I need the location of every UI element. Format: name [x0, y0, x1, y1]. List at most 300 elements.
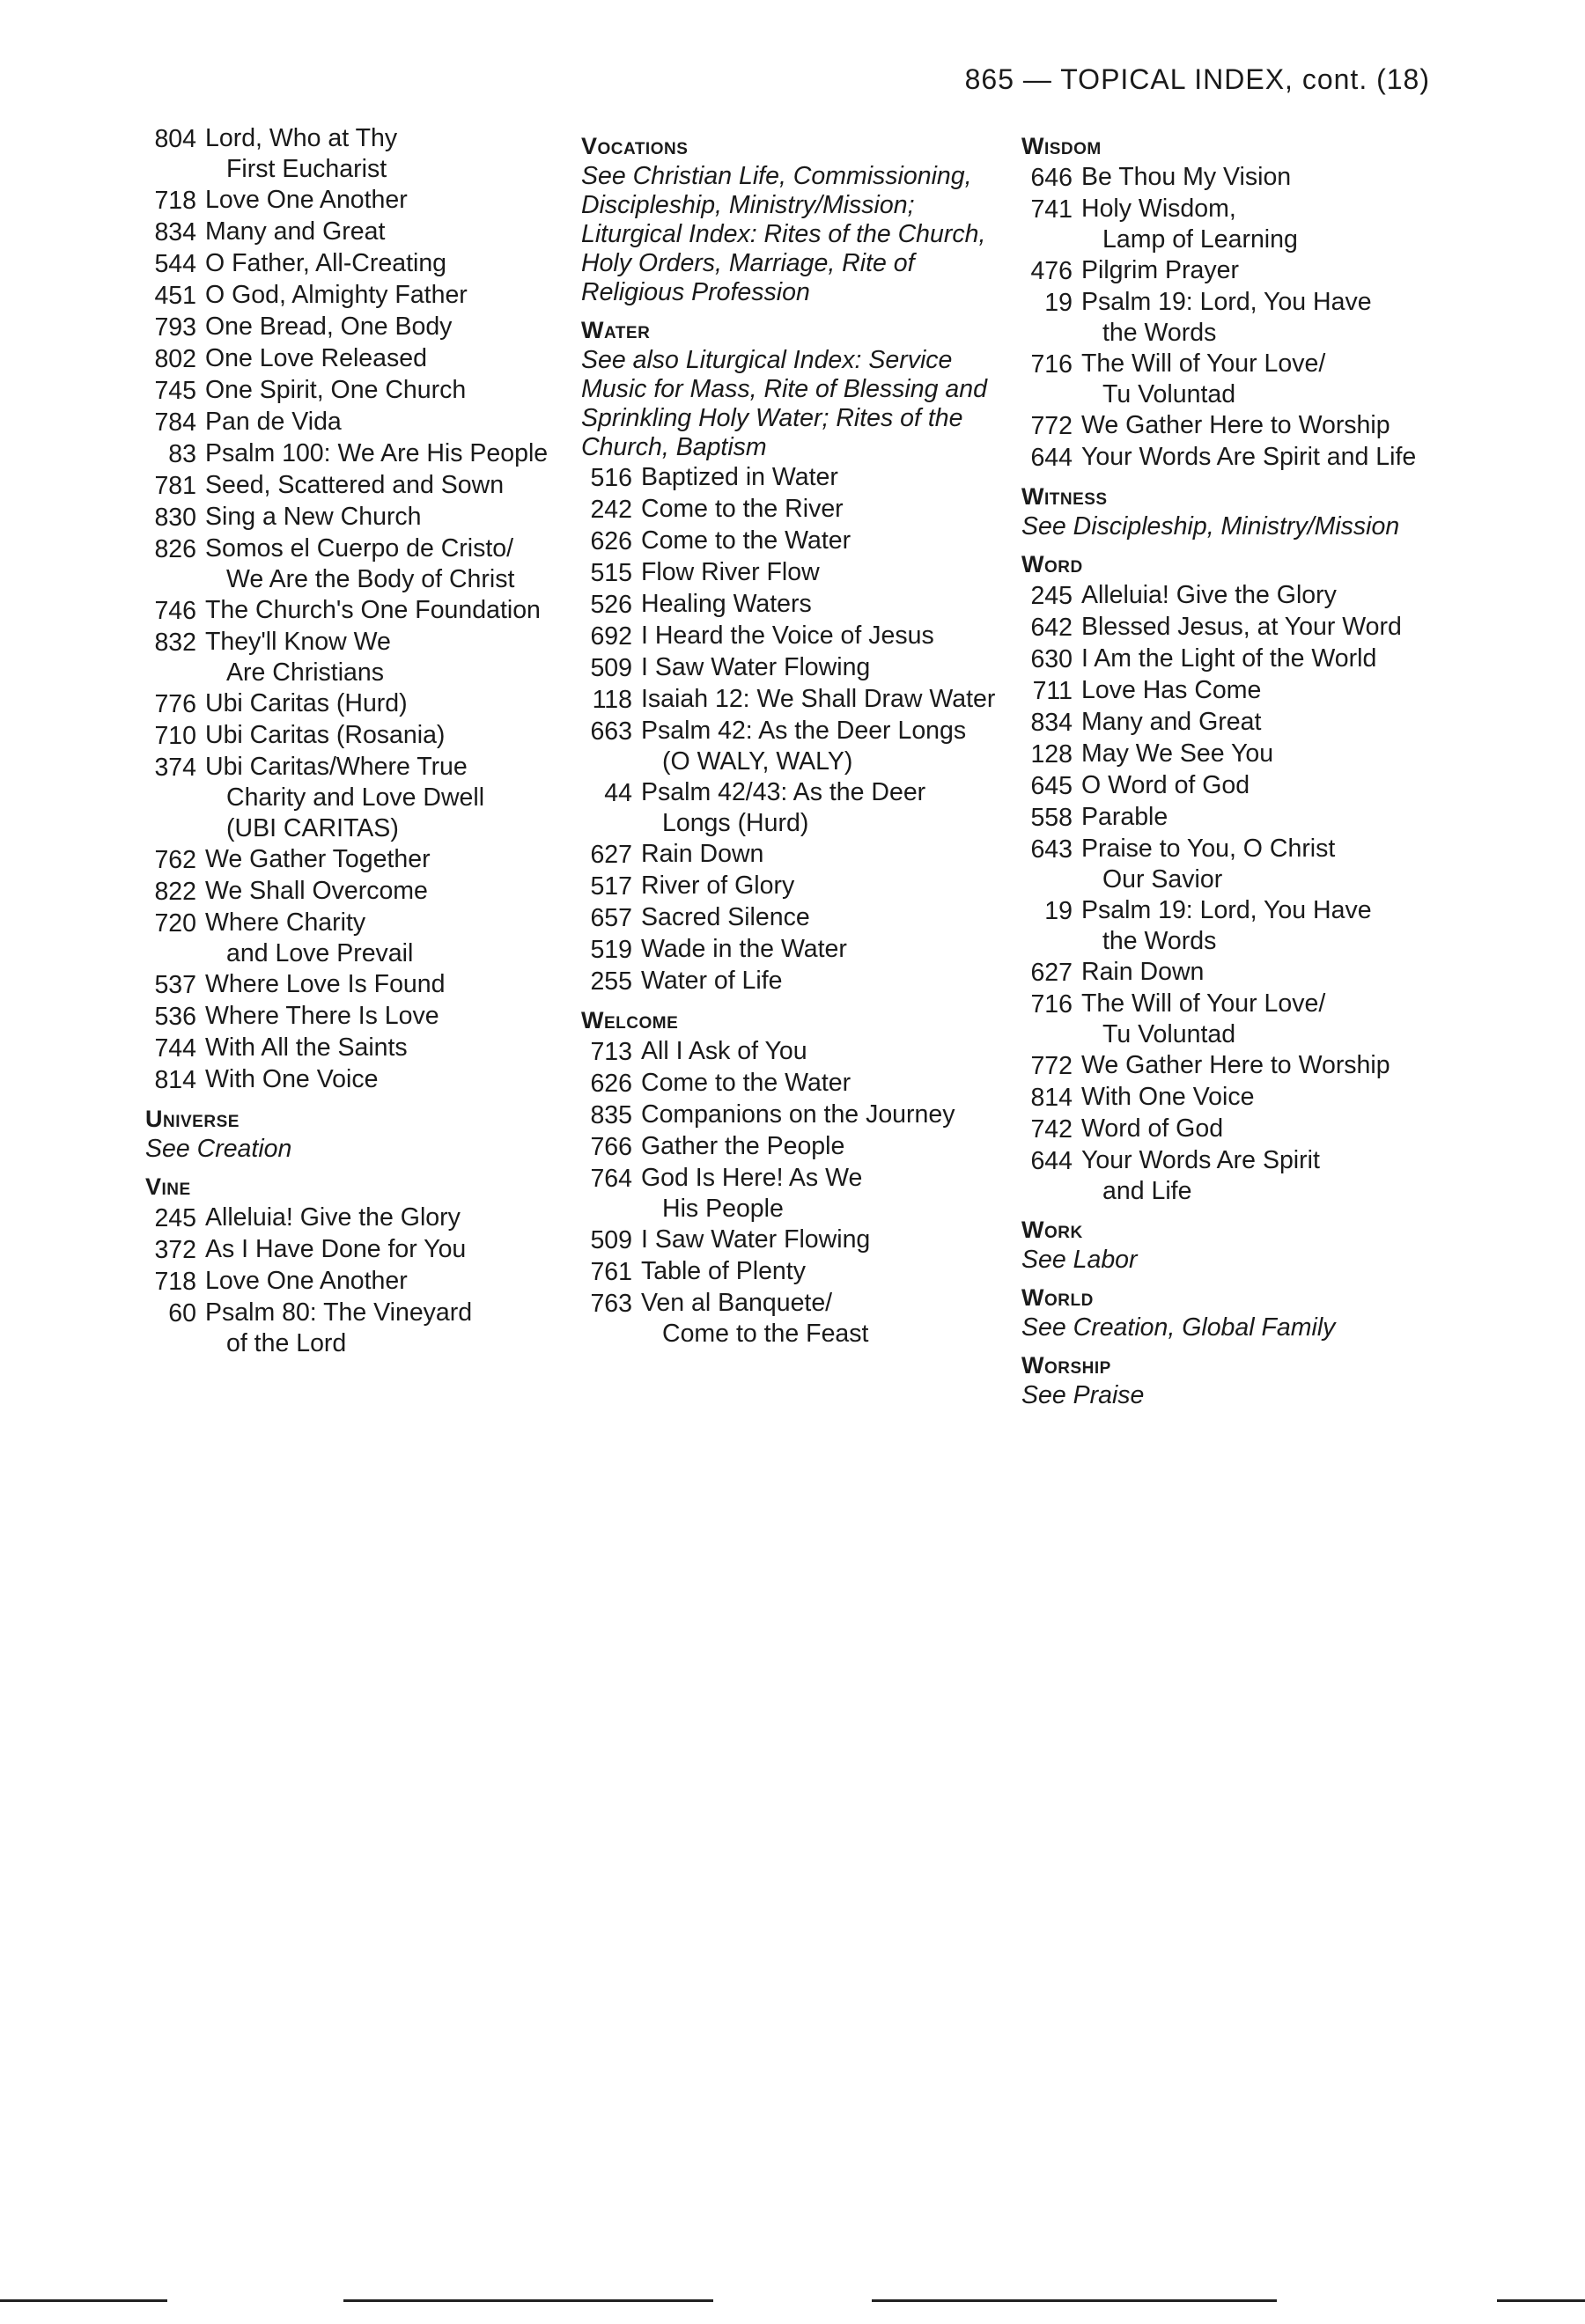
index-entry — [581, 621, 1013, 652]
index-entry — [145, 1064, 559, 1096]
index-entry — [145, 595, 559, 627]
index-entry — [581, 1288, 1013, 1350]
index-entry — [145, 343, 559, 375]
title-line: Ubi Caritas/Where True — [205, 753, 468, 781]
index-entry — [145, 908, 559, 969]
index-entry — [145, 720, 559, 752]
index-entry — [581, 839, 1013, 871]
hymn-number: 645 — [1030, 772, 1073, 800]
title-line: Your Words Are Spirit — [1081, 1146, 1320, 1174]
index-entry — [145, 185, 559, 217]
index-entry — [145, 438, 559, 470]
hymn-title — [1081, 895, 1372, 957]
title-continuation: His People — [662, 1195, 784, 1223]
hymn-title — [205, 720, 445, 752]
title-continuation: Come to the Feast — [662, 1320, 869, 1348]
see-reference: See Christian Life, Commissioning, Discipleship, Ministry/Mission; Liturgical Index: Rites of the Church, Holy Orders, Marriage, Rite of Religious Profession — [581, 162, 986, 306]
title-continuation: the Words — [1102, 927, 1217, 955]
title-continuation: First Eucharist — [226, 155, 387, 183]
hymn-title — [1081, 770, 1250, 802]
index-entry — [1021, 707, 1435, 739]
title-line: Many and Great — [1081, 708, 1262, 736]
hymn-number: 830 — [154, 504, 196, 532]
hymn-number: 764 — [590, 1165, 632, 1193]
hymn-title — [205, 595, 541, 627]
title-line: I Saw Water Flowing — [641, 653, 871, 681]
title-continuation: Charity and Love Dwell — [226, 783, 485, 812]
index-entry — [581, 1036, 1013, 1068]
hymn-title — [641, 1288, 868, 1350]
index-section — [145, 1103, 559, 1164]
index-entry — [145, 1234, 559, 1266]
hymn-number: 476 — [1030, 257, 1073, 285]
section-heading: Word — [1021, 551, 1083, 577]
hymn-title — [641, 839, 763, 871]
title-line: We Shall Overcome — [205, 877, 428, 905]
index-entry — [1021, 1114, 1435, 1145]
section-heading: Water — [581, 317, 651, 343]
hymn-title — [1081, 1050, 1390, 1082]
title-line: Love One Another — [205, 186, 408, 214]
title-line: Ubi Caritas (Rosania) — [205, 721, 446, 749]
hymn-title — [1081, 1145, 1320, 1207]
hymn-number: 744 — [154, 1034, 196, 1063]
hymn-number: 19 — [1044, 289, 1073, 317]
hymn-title — [641, 1036, 807, 1068]
hymn-title — [1081, 834, 1335, 895]
index-entry — [581, 652, 1013, 684]
hymn-number: 710 — [154, 722, 196, 750]
title-continuation: Are Christians — [226, 658, 384, 687]
title-line: Blessed Jesus, at Your Word — [1081, 613, 1402, 641]
hymn-number: 718 — [154, 1268, 196, 1296]
index-entry — [581, 589, 1013, 621]
index-section — [1021, 1214, 1435, 1275]
title-line: Rain Down — [641, 840, 764, 868]
section-heading: World — [1021, 1284, 1094, 1311]
index-entry — [1021, 1082, 1435, 1114]
title-line: Praise to You, O Christ — [1081, 835, 1336, 863]
index-entry — [1021, 957, 1435, 989]
hymn-number: 643 — [1030, 835, 1073, 864]
title-line: God Is Here! As We — [641, 1164, 863, 1192]
title-line: Wade in the Water — [641, 935, 847, 963]
title-line: O Father, All-Creating — [205, 249, 447, 277]
hymn-title — [641, 871, 794, 902]
hymn-number: 814 — [154, 1066, 196, 1094]
title-line: Alleluia! Give the Glory — [1081, 581, 1337, 609]
hymn-title — [1081, 1114, 1223, 1145]
hymn-title — [641, 557, 820, 589]
title-line: Word of God — [1081, 1114, 1224, 1143]
hymn-number: 711 — [1032, 677, 1073, 705]
hymn-title — [205, 533, 514, 595]
hymn-number: 663 — [590, 717, 632, 746]
hymn-title — [205, 1001, 439, 1033]
hymn-number: 627 — [1030, 959, 1073, 987]
hymn-title — [1081, 162, 1291, 194]
index-entry — [145, 123, 559, 185]
hymn-number: 44 — [604, 779, 632, 807]
hymn-number: 804 — [154, 125, 196, 153]
hymn-number: 451 — [154, 282, 196, 310]
title-line: Come to the Water — [641, 1069, 851, 1097]
index-entry — [145, 470, 559, 502]
index-entry — [581, 966, 1013, 997]
title-line: One Bread, One Body — [205, 313, 453, 341]
section-heading: Universe — [145, 1106, 240, 1132]
hymn-number: 60 — [168, 1299, 196, 1327]
title-line: May We See You — [1081, 739, 1274, 768]
hymn-number: 781 — [154, 472, 196, 500]
hymn-title — [205, 280, 468, 312]
index-section — [1021, 1350, 1435, 1410]
title-line: We Gather Here to Worship — [1081, 1051, 1390, 1079]
hymn-title — [205, 185, 408, 217]
title-line: Parable — [1081, 803, 1168, 831]
hymn-number: 834 — [154, 218, 196, 246]
index-column-1 — [145, 123, 559, 1363]
hymn-title — [641, 684, 995, 716]
title-line: The Will of Your Love/ — [1081, 989, 1326, 1018]
hymn-number: 720 — [154, 909, 196, 938]
title-continuation: We Are the Body of Christ — [226, 565, 515, 593]
index-entry — [581, 462, 1013, 494]
index-entry — [1021, 1145, 1435, 1207]
title-continuation: and Life — [1102, 1177, 1192, 1205]
index-section — [1021, 481, 1435, 541]
hymn-title — [641, 621, 934, 652]
hymn-title — [205, 1202, 461, 1234]
hymn-number: 627 — [590, 841, 632, 869]
title-line: Lord, Who at Thy — [205, 124, 398, 152]
hymn-title — [205, 217, 385, 248]
hymn-number: 245 — [1030, 582, 1073, 610]
hymn-number: 536 — [154, 1003, 196, 1031]
hymn-number: 644 — [1030, 444, 1073, 472]
hymn-title — [205, 123, 397, 185]
hymn-title — [205, 688, 408, 720]
hymn-number: 19 — [1044, 897, 1073, 925]
hymn-number: 245 — [154, 1204, 196, 1232]
title-continuation: Our Savior — [1102, 865, 1223, 894]
index-entry — [1021, 287, 1435, 349]
hymn-number: 646 — [1030, 164, 1073, 192]
index-section — [145, 1171, 559, 1359]
index-entry — [581, 1131, 1013, 1163]
hymn-number: 242 — [590, 496, 632, 524]
section-heading: Witness — [1021, 483, 1108, 510]
hymn-title — [641, 1225, 870, 1256]
hymn-number: 822 — [154, 878, 196, 906]
hymn-number: 834 — [1030, 709, 1073, 737]
hymn-title — [1081, 802, 1168, 834]
hymn-number: 519 — [590, 936, 632, 964]
title-line: River of Glory — [641, 872, 795, 900]
hymn-number: 657 — [590, 904, 632, 932]
hymn-title — [205, 502, 422, 533]
index-entry — [145, 217, 559, 248]
hymn-title — [205, 1033, 408, 1064]
hymn-number: 558 — [1030, 804, 1073, 832]
hymn-number: 516 — [590, 464, 632, 492]
hymn-number: 626 — [590, 1070, 632, 1098]
hymn-title — [205, 470, 504, 502]
section-heading: Vine — [145, 1173, 191, 1200]
hymn-title — [641, 966, 783, 997]
hymn-number: 509 — [590, 1226, 632, 1254]
hymn-title — [205, 438, 548, 470]
hymn-number: 517 — [590, 872, 632, 901]
index-entry — [581, 526, 1013, 557]
index-entry — [581, 1256, 1013, 1288]
hymn-number: 745 — [154, 377, 196, 405]
page-header — [965, 63, 1430, 96]
hymn-title — [641, 716, 966, 777]
title-line: Your Words Are Spirit and Life — [1081, 443, 1417, 471]
title-line: Many and Great — [205, 217, 386, 246]
index-entry — [581, 716, 1013, 777]
hymn-number: 761 — [590, 1258, 632, 1286]
footer-rule — [0, 2299, 1585, 2305]
index-entry — [1021, 739, 1435, 770]
hymn-title — [1081, 644, 1376, 675]
hymn-number: 793 — [154, 313, 196, 342]
title-line: Psalm 42: As the Deer Longs — [641, 717, 967, 745]
index-section — [1021, 548, 1435, 1207]
see-reference: See Discipleship, Ministry/Mission — [1021, 512, 1400, 541]
index-entry — [581, 1068, 1013, 1099]
index-entry — [145, 248, 559, 280]
title-continuation: and Love Prevail — [226, 939, 414, 967]
hymn-number: 128 — [1030, 740, 1073, 769]
hymn-number: 526 — [590, 591, 632, 619]
title-line: O Word of God — [1081, 771, 1250, 799]
index-entry — [145, 844, 559, 876]
hymn-number: 83 — [168, 440, 196, 468]
title-line: Ubi Caritas (Hurd) — [205, 689, 408, 717]
title-continuation: Longs (Hurd) — [662, 809, 809, 837]
index-entry — [581, 777, 1013, 839]
hymn-title — [1081, 194, 1298, 255]
hymn-title — [205, 1234, 466, 1266]
index-entry — [1021, 644, 1435, 675]
see-reference: See also Liturgical Index: Service Music for Mass, Rite of Blessing and Sprinkling Holy Water; Rites of the Church, Baptism — [581, 346, 987, 461]
index-entry — [1021, 802, 1435, 834]
title-line: Where There Is Love — [205, 1002, 439, 1030]
hymn-number: 509 — [590, 654, 632, 682]
hymn-number: 626 — [590, 527, 632, 555]
title-line: O God, Almighty Father — [205, 281, 468, 309]
hymn-title — [205, 375, 466, 407]
index-entry — [145, 1001, 559, 1033]
hymn-title — [205, 752, 484, 844]
index-entry — [1021, 989, 1435, 1050]
hymn-title — [205, 407, 342, 438]
hymn-title — [1081, 957, 1204, 989]
section-heading: Work — [1021, 1217, 1083, 1243]
hymn-title — [641, 1256, 806, 1288]
title-line: Where Charity — [205, 908, 366, 937]
title-line: I Saw Water Flowing — [641, 1225, 871, 1254]
index-column-2 — [581, 123, 1013, 1353]
hymn-number: 118 — [592, 686, 632, 714]
title-line: Flow River Flow — [641, 558, 820, 586]
hymn-number: 718 — [154, 187, 196, 215]
hymn-number: 762 — [154, 846, 196, 874]
hymn-number: 642 — [1030, 614, 1073, 642]
title-line: One Spirit, One Church — [205, 376, 467, 404]
title-continuation: Tu Voluntad — [1102, 380, 1236, 408]
title-line: Come to the River — [641, 495, 844, 523]
index-entry — [145, 688, 559, 720]
title-line: Come to the Water — [641, 526, 851, 555]
hymn-number: 784 — [154, 408, 196, 437]
hymn-title — [205, 908, 413, 969]
hymn-number: 741 — [1030, 195, 1073, 224]
index-entry — [1021, 834, 1435, 895]
hymn-title — [1081, 989, 1325, 1050]
index-entry — [145, 627, 559, 688]
hymn-number: 374 — [154, 754, 196, 782]
title-line: One Love Released — [205, 344, 427, 372]
hymn-title — [1081, 739, 1273, 770]
hymn-title — [1081, 349, 1325, 410]
index-entry — [1021, 194, 1435, 255]
index-entry — [1021, 675, 1435, 707]
title-line: They'll Know We — [205, 628, 391, 656]
see-reference: See Creation — [145, 1135, 292, 1163]
title-line: We Gather Here to Worship — [1081, 411, 1390, 439]
title-line: I Am the Light of the World — [1081, 644, 1377, 673]
hymn-number: 515 — [590, 559, 632, 587]
index-entry — [145, 502, 559, 533]
title-continuation: Lamp of Learning — [1102, 225, 1298, 254]
hymn-title — [205, 1266, 408, 1298]
hymn-title — [205, 969, 445, 1001]
title-line: Sacred Silence — [641, 903, 810, 931]
hymn-number: 746 — [154, 597, 196, 625]
hymn-number: 537 — [154, 971, 196, 999]
index-entry — [1021, 895, 1435, 957]
title-line: Pilgrim Prayer — [1081, 256, 1239, 284]
hymn-title — [1081, 255, 1239, 287]
index-entry — [1021, 612, 1435, 644]
title-continuation: the Words — [1102, 319, 1217, 347]
index-section — [145, 123, 559, 1096]
title-line: Table of Plenty — [641, 1257, 806, 1285]
hymn-title — [641, 589, 812, 621]
hymn-title — [1081, 287, 1372, 349]
index-section — [581, 130, 1013, 307]
title-line: Psalm 80: The Vineyard — [205, 1298, 473, 1327]
title-line: Love One Another — [205, 1267, 408, 1295]
index-entry — [145, 969, 559, 1001]
title-line: Isaiah 12: We Shall Draw Water — [641, 685, 996, 713]
index-entry — [145, 1033, 559, 1064]
hymn-number: 826 — [154, 535, 196, 563]
index-entry — [581, 684, 1013, 716]
hymn-number: 772 — [1030, 412, 1073, 440]
section-heading: Worship — [1021, 1352, 1111, 1379]
hymn-number: 544 — [154, 250, 196, 278]
index-entry — [1021, 162, 1435, 194]
hymn-number: 772 — [1030, 1052, 1073, 1080]
hymn-title — [205, 844, 431, 876]
hymn-title — [1081, 675, 1261, 707]
index-entry — [145, 1298, 559, 1359]
title-line: Psalm 19: Lord, You Have — [1081, 288, 1372, 316]
hymn-number: 713 — [590, 1038, 632, 1066]
title-line: Ven al Banquete/ — [641, 1289, 833, 1317]
hymn-title — [641, 1099, 955, 1131]
title-continuation: (UBI CARITAS) — [226, 814, 399, 842]
title-line: Love Has Come — [1081, 676, 1262, 704]
index-section — [581, 314, 1013, 997]
hymn-number: 716 — [1030, 990, 1073, 1019]
index-section — [1021, 1282, 1435, 1342]
title-line: With One Voice — [205, 1065, 379, 1093]
title-line: Psalm 19: Lord, You Have — [1081, 896, 1372, 924]
hymn-number: 372 — [154, 1236, 196, 1264]
title-line: The Church's One Foundation — [205, 596, 541, 624]
title-line: Be Thou My Vision — [1081, 163, 1292, 191]
title-line: Somos el Cuerpo de Cristo/ — [205, 534, 514, 563]
index-entry — [581, 1163, 1013, 1225]
see-reference: See Labor — [1021, 1246, 1138, 1274]
index-entry — [1021, 770, 1435, 802]
index-entry — [581, 902, 1013, 934]
title-line: With One Voice — [1081, 1083, 1255, 1111]
title-line: All I Ask of You — [641, 1037, 807, 1065]
hymn-number: 832 — [154, 629, 196, 657]
hymn-title — [641, 777, 925, 839]
title-line: Water of Life — [641, 967, 783, 995]
hymn-title — [1081, 580, 1337, 612]
title-line: With All the Saints — [205, 1033, 408, 1062]
index-section — [581, 1004, 1013, 1350]
section-heading: Vocations — [581, 133, 689, 159]
page-title: 865 — TOPICAL INDEX, cont. (18) — [964, 63, 1430, 95]
index-section — [1021, 130, 1435, 474]
hymn-number: 644 — [1030, 1147, 1073, 1175]
see-reference: See Creation, Global Family — [1021, 1313, 1336, 1342]
index-entry — [581, 1225, 1013, 1256]
index-entry — [581, 934, 1013, 966]
title-continuation: (O WALY, WALY) — [662, 747, 853, 776]
hymn-number: 776 — [154, 690, 196, 718]
hymn-number: 742 — [1030, 1115, 1073, 1144]
hymn-title — [205, 248, 446, 280]
index-entry — [1021, 1050, 1435, 1082]
index-entry — [581, 871, 1013, 902]
hymn-title — [641, 652, 870, 684]
index-entry — [145, 533, 559, 595]
hymn-title — [1081, 442, 1416, 474]
hymn-number: 630 — [1030, 645, 1073, 673]
title-line: Healing Waters — [641, 590, 812, 618]
title-line: Companions on the Journey — [641, 1100, 955, 1129]
index-column-3 — [1021, 123, 1435, 1414]
title-line: Alleluia! Give the Glory — [205, 1203, 461, 1232]
index-entry — [1021, 410, 1435, 442]
hymn-title — [205, 312, 452, 343]
hymn-title — [1081, 612, 1402, 644]
index-entry — [1021, 442, 1435, 474]
index-entry — [1021, 580, 1435, 612]
title-line: Holy Wisdom, — [1081, 195, 1236, 223]
hymn-number: 763 — [590, 1290, 632, 1318]
